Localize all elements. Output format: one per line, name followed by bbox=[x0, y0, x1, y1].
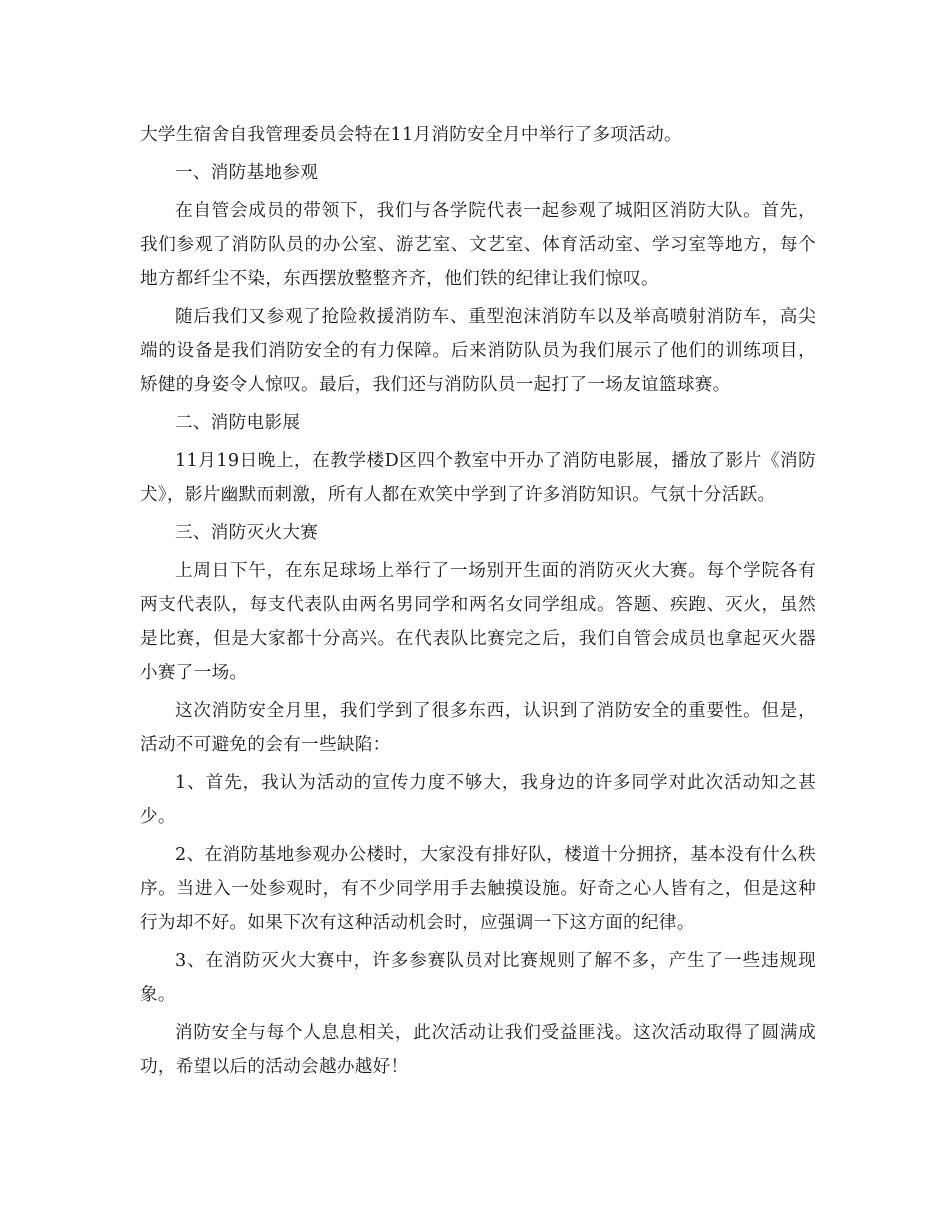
section-heading-film-show: 二、消防电影展 bbox=[175, 413, 301, 433]
section-heading-base-visit: 一、消防基地参观 bbox=[175, 163, 319, 183]
list-item-1: 1、首先，我认为活动的宣传力度不够大，我身边的许多同学对此次活动知之甚少。 bbox=[140, 773, 816, 827]
document-body bbox=[140, 118, 816, 1084]
closing-paragraph: 消防安全与每个人息息相关，此次活动让我们受益匪浅。这次活动取得了圆满成功，希望以后的活动会越办越好！ bbox=[140, 1023, 816, 1077]
list-item-3: 3、在消防灭火大赛中，许多参赛队员对比赛规则了解不多，产生了一些违规现象。 bbox=[140, 951, 816, 1005]
paragraph-film-show: 11月19日晚上，在教学楼D区四个教室中开办了消防电影展，播放了影片《消防犬》，影片幽默而刺激，所有人都在欢笑中学到了许多消防知识。气氛十分活跃。 bbox=[140, 451, 816, 505]
paragraph-fire-trucks: 随后我们又参观了抢险救援消防车、重型泡沫消防车以及举高喷射消防车，高尖端的设备是我们消防安全的有力保障。后来消防队员为我们展示了他们的训练项目，矫健的身姿令人惊叹。最后，我们还与消防队员一起打了一场友谊篮球赛。 bbox=[140, 307, 816, 395]
intro-paragraph: 大学生宿舍自我管理委员会特在11月消防安全月中举行了多项活动。 bbox=[140, 125, 682, 145]
paragraph-summary: 这次消防安全月里，我们学到了很多东西，认识到了消防安全的重要性。但是，活动不可避免的会有一些缺陷： bbox=[140, 701, 816, 755]
section-heading-fire-contest: 三、消防灭火大赛 bbox=[175, 523, 319, 543]
list-item-2: 2、在消防基地参观办公楼时，大家没有排好队，楼道十分拥挤，基本没有什么秩序。当进入一处参观时，有不少同学用手去触摸设施。好奇之心人皆有之，但是这种行为却不好。如果下次有这种活动机会时，应强调一下这方面的纪律。 bbox=[140, 845, 816, 933]
paragraph-base-visit: 在自管会成员的带领下，我们与各学院代表一起参观了城阳区消防大队。首先，我们参观了消防队员的办公室、游艺室、文艺室、体育活动室、学习室等地方，每个地方都纤尘不染，东西摆放整整齐齐，他们铁的纪律让我们惊叹。 bbox=[140, 201, 816, 289]
paragraph-fire-contest: 上周日下午，在东足球场上举行了一场别开生面的消防灭火大赛。每个学院各有两支代表队，每支代表队由两名男同学和两名女同学组成。答题、疾跑、灭火，虽然是比赛，但是大家都十分高兴。在代表队比赛完之后，我们自管会成员也拿起灭火器小赛了一场。 bbox=[140, 561, 816, 683]
